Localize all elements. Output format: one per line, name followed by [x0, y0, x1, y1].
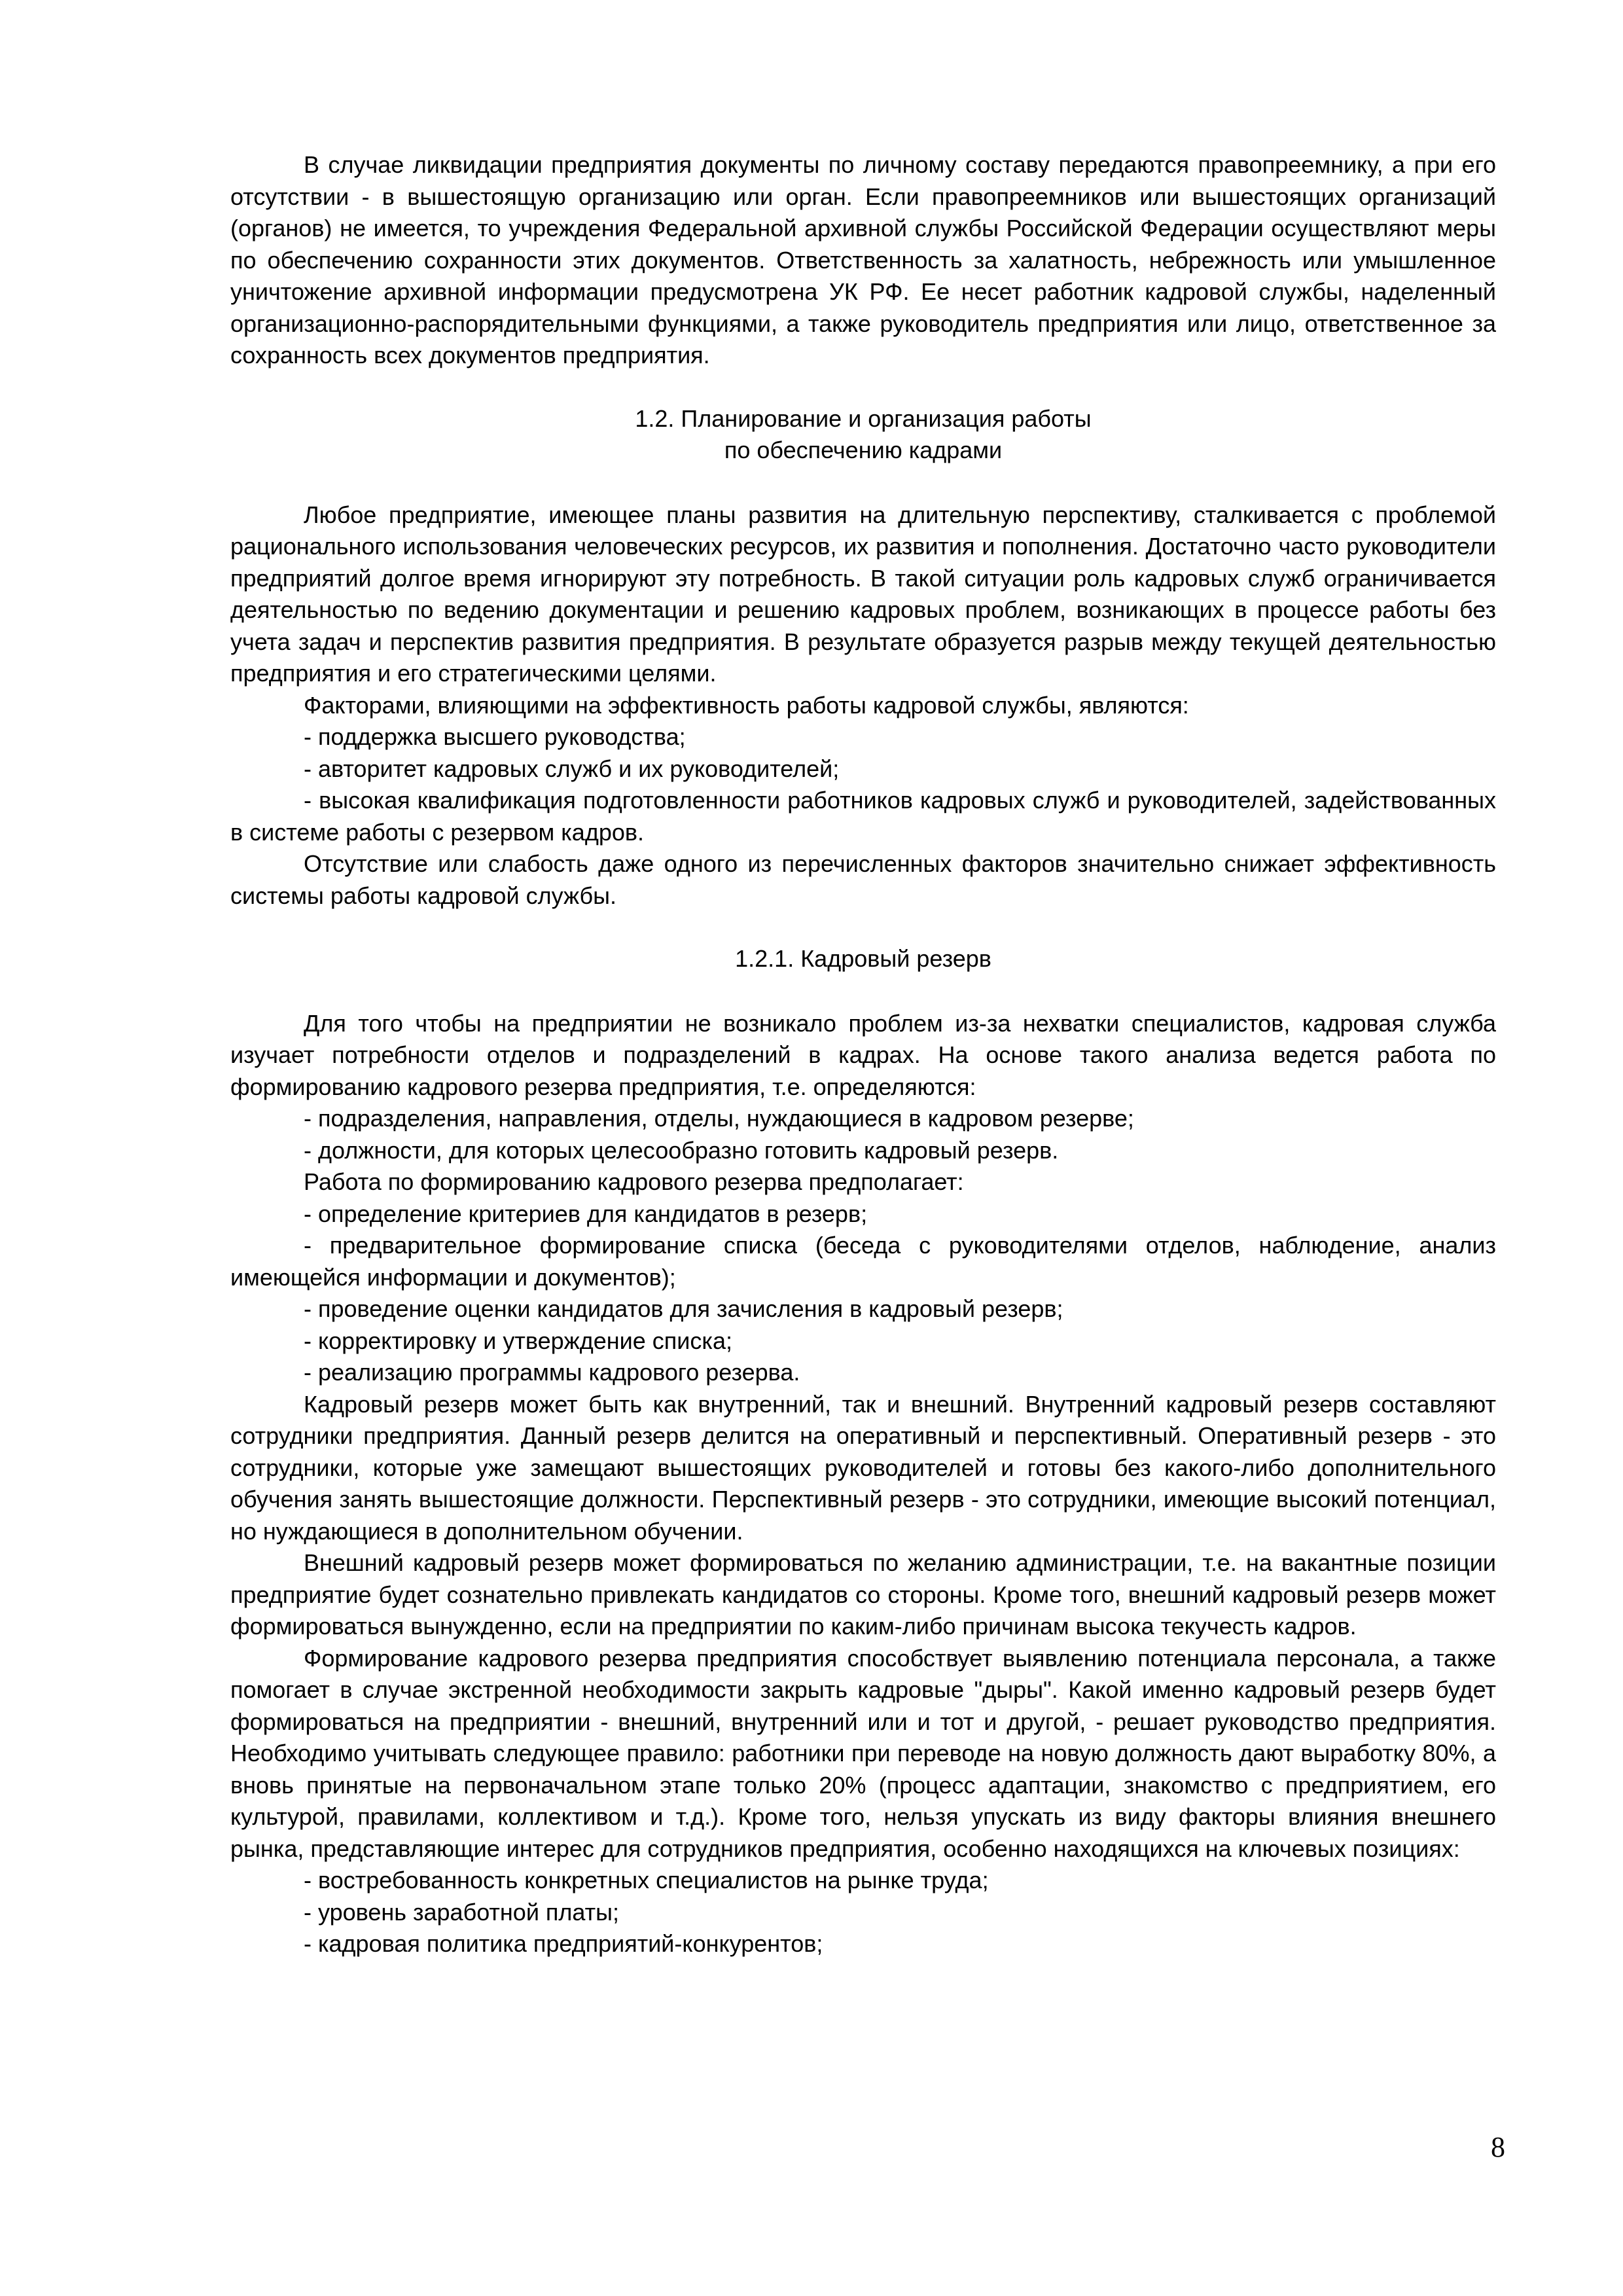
list-item: - предварительное формирование списка (беседа с руководителями отделов, наблюдение, анализ имеющейся информации и документов);	[230, 1232, 1496, 1291]
paragraph: Внешний кадровый резерв может формироваться по желанию администрации, т.е. на вакантные позиции предприятие будет сознательно привлекать кандидатов со стороны. Кроме того, внешний кадровый резерв может формироваться вынужденно, если на предприятии по каким-либо причинам высока текучесть кадров.	[230, 1549, 1496, 1640]
paragraph: Для того чтобы на предприятии не возникало проблем из-за нехватки специалистов, кадровая служба изучает потребности отделов и подразделений в кадрах. На основе такого анализа ведется работа по формированию кадрового резерва предприятия, т.е. определяются:	[230, 1009, 1496, 1100]
list-item: - уровень заработной платы;	[304, 1898, 620, 1926]
paragraph: Отсутствие или слабость даже одного из перечисленных факторов значительно снижает эффективность системы работы кадровой службы.	[230, 850, 1496, 909]
spacer	[230, 372, 1496, 403]
paragraph: Кадровый резерв может быть как внутренний, так и внешний. Внутренний кадровый резерв составляют сотрудники предприятия. Данный резерв делится на оперативный и перспективный. Оперативный резерв - это сотрудники, которые уже замещают вышестоящих руководителей и готовы без какого-либо дополнительного обучения занять вышестоящие должности. Перспективный резерв - это сотрудники, имеющие высокий потенциал, но нуждающиеся в дополнительном обучении.	[230, 1390, 1496, 1545]
paragraph: Работа по формированию кадрового резерва предполагает:	[304, 1168, 964, 1195]
list-item: - должности, для которых целесообразно готовить кадровый резерв.	[304, 1136, 1059, 1164]
list-item: - авторитет кадровых служб и их руководителей;	[304, 755, 840, 782]
list-item: - кадровая политика предприятий-конкурентов;	[304, 1930, 823, 1957]
intro-paragraph: В случае ликвидации предприятия документы по личному составу передаются правопреемнику, а при его отсутствии - в вышестоящую организацию или орган. Если правопреемников или вышестоящих организаций (органов) не имеется, то учреждения Федеральной архивной службы Российской Федерации осуществляют меры по обеспечению сохранности этих документов. Ответственность за халатность, небрежность или умышленное уничтожение архивной информации предусмотрена УК РФ. Ее несет работник кадровой службы, наделенный организационно-распорядительными функциями, а также руководитель предприятия или лицо, ответственное за сохранность всех документов предприятия.	[230, 151, 1496, 368]
paragraph: Формирование кадрового резерва предприятия способствует выявлению потенциала персонала, а также помогает в случае экстренной необходимости закрыть кадровые "дыры". Какой именно кадровый резерв будет формироваться на предприятии - внешний, внутренний или и тот и другой, - решает руководство предприятия. Необходимо учитывать следующее правило: работники при переводе на новую должность дают выработку 80%, а вновь принятые на первоначальном этапе только 20% (процесс адаптации, знакомство с предприятием, его культурой, правилами, коллективом и т.д.). Кроме того, нельзя упускать из виду факторы влияния внешнего рынка, представляющие интерес для сотрудников предприятия, особенно находящихся на ключевых позициях:	[230, 1644, 1496, 1862]
list-item: - поддержка высшего руководства;	[304, 723, 686, 750]
page-content	[230, 149, 1496, 1960]
list-item: - востребованность конкретных специалистов на рынке труда;	[304, 1867, 989, 1893]
list-item: - реализацию программы кадрового резерва.	[304, 1359, 800, 1386]
spacer	[230, 467, 1496, 499]
list-item: - проведение оценки кандидатов для зачисления в кадровый резерв;	[304, 1295, 1063, 1322]
paragraph: Факторами, влияющими на эффективность работы кадровой службы, являются:	[304, 691, 1189, 719]
list-item: - высокая квалификация подготовленности работников кадровых служб и руководителей, задействованных в системе работы с резервом кадров.	[230, 787, 1496, 846]
paragraph: Любое предприятие, имеющее планы развития на длительную перспективу, сталкивается с проблемой рационального использования человеческих ресурсов, их развития и пополнения. Достаточно часто руководители предприятий долгое время игнорируют эту потребность. В такой ситуации роль кадровых служб ограничивается деятельностью по ведению документации и решению кадровых проблем, возникающих в процессе работы без учета задач и перспектив развития предприятия. В результате образуется разрыв между текущей деятельностью предприятия и его стратегическими целями.	[230, 501, 1496, 687]
section-heading-line1: 1.2. Планирование и организация работы	[635, 404, 1092, 432]
list-item: - подразделения, направления, отделы, нуждающиеся в кадровом резерве;	[304, 1105, 1134, 1132]
spacer	[230, 912, 1496, 943]
page-number: 8	[1491, 2131, 1505, 2163]
list-item: - корректировку и утверждение списка;	[304, 1327, 732, 1354]
subsection-heading: 1.2.1. Кадровый резерв	[735, 945, 991, 972]
spacer	[230, 975, 1496, 1008]
section-heading-line2: по обеспечению кадрами	[724, 437, 1003, 463]
list-item: - определение критериев для кандидатов в резерв;	[304, 1200, 868, 1227]
